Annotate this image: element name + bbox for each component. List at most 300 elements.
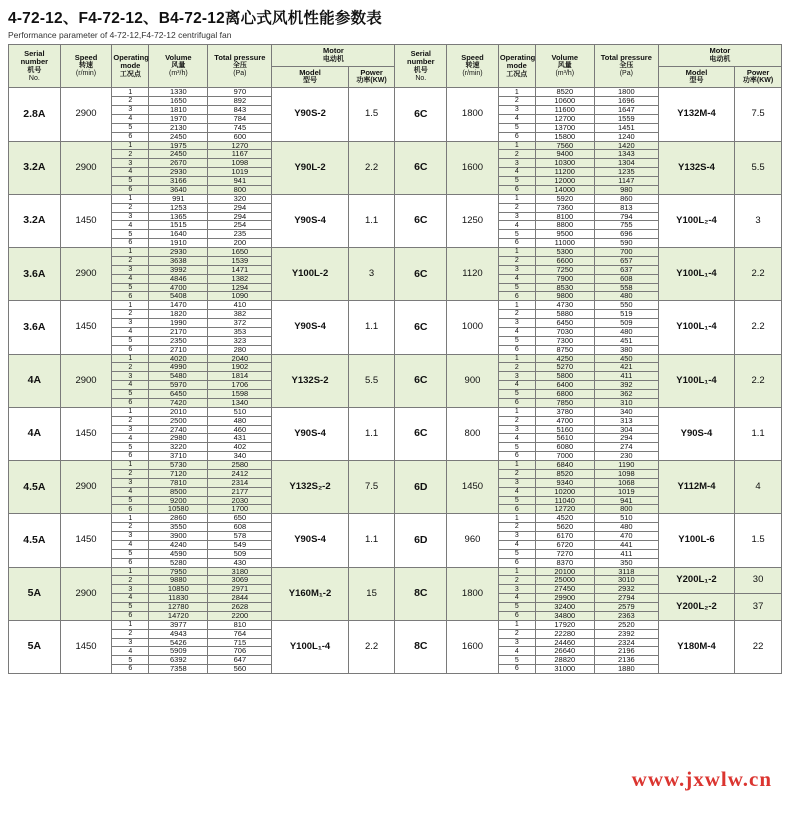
cell-mode-right: 2	[498, 523, 535, 532]
cell-volume-left: 14720	[149, 611, 208, 620]
cell-motor-model-left: Y90S-4	[272, 407, 348, 460]
cell-volume-right: 4700	[535, 416, 594, 425]
cell-motor-power-left: 3	[348, 248, 395, 301]
cell-mode-left: 1	[112, 301, 149, 310]
cell-mode-right: 6	[498, 132, 535, 141]
th-volume-left: Volume 风量 (m³/h)	[149, 45, 208, 88]
cell-volume-left: 2130	[149, 123, 208, 132]
cell-speed-right: 900	[447, 354, 499, 407]
cell-mode-right: 2	[498, 416, 535, 425]
cell-serial-left: 5A	[9, 567, 61, 620]
cell-pressure-right: 1068	[594, 478, 658, 487]
cell-serial-left: 4A	[9, 407, 61, 460]
cell-volume-right: 5880	[535, 310, 594, 319]
cell-mode-left: 6	[112, 345, 149, 354]
cell-serial-left: 3.6A	[9, 301, 61, 354]
th-speed-right: Speed 转速 (r/min)	[447, 45, 499, 88]
cell-pressure-left: 460	[208, 425, 272, 434]
cell-motor-model-left: Y90S-4	[272, 514, 348, 567]
cell-mode-right: 6	[498, 665, 535, 674]
cell-mode-right: 4	[498, 274, 535, 283]
cell-mode-right: 3	[498, 106, 535, 115]
cell-mode-right: 2	[498, 310, 535, 319]
cell-volume-left: 7358	[149, 665, 208, 674]
cell-mode-right: 2	[498, 576, 535, 585]
cell-mode-right: 4	[498, 114, 535, 123]
cell-mode-right: 1	[498, 301, 535, 310]
cell-mode-right: 6	[498, 505, 535, 514]
cell-mode-right: 1	[498, 141, 535, 150]
cell-serial-right: 8C	[395, 620, 447, 673]
cell-volume-right: 11040	[535, 496, 594, 505]
cell-pressure-left: 745	[208, 123, 272, 132]
cell-volume-left: 1470	[149, 301, 208, 310]
cell-volume-right: 5300	[535, 248, 594, 257]
cell-mode-right: 3	[498, 425, 535, 434]
cell-volume-left: 4846	[149, 274, 208, 283]
cell-pressure-right: 813	[594, 203, 658, 212]
cell-mode-left: 3	[112, 585, 149, 594]
cell-pressure-right: 860	[594, 194, 658, 203]
cell-motor-model-left: Y100L₁-4	[272, 620, 348, 673]
cell-volume-right: 11000	[535, 239, 594, 248]
cell-mode-left: 3	[112, 212, 149, 221]
cell-volume-left: 2930	[149, 168, 208, 177]
cell-mode-right: 3	[498, 319, 535, 328]
cell-mode-left: 5	[112, 656, 149, 665]
page-subtitle: Performance parameter of 4-72-12,F4-72-12 centrifugal fan	[8, 30, 232, 40]
cell-volume-right: 6600	[535, 256, 594, 265]
cell-mode-right: 3	[498, 159, 535, 168]
cell-volume-left: 7120	[149, 469, 208, 478]
cell-pressure-left: 2177	[208, 487, 272, 496]
cell-pressure-left: 2412	[208, 469, 272, 478]
cell-speed-right: 1600	[447, 620, 499, 673]
cell-pressure-right: 2932	[594, 585, 658, 594]
cell-motor-power-right: 22	[735, 620, 782, 673]
cell-pressure-left: 294	[208, 203, 272, 212]
table-row	[9, 514, 782, 523]
cell-mode-right: 2	[498, 363, 535, 372]
cell-speed-right: 1000	[447, 301, 499, 354]
cell-pressure-right: 519	[594, 310, 658, 319]
cell-pressure-left: 200	[208, 239, 272, 248]
cell-volume-left: 5426	[149, 638, 208, 647]
cell-volume-left: 1990	[149, 319, 208, 328]
cell-mode-left: 4	[112, 647, 149, 656]
cell-pressure-right: 310	[594, 398, 658, 407]
cell-volume-left: 1810	[149, 106, 208, 115]
cell-volume-left: 2450	[149, 150, 208, 159]
cell-pressure-left: 430	[208, 558, 272, 567]
cell-volume-right: 4250	[535, 354, 594, 363]
cell-mode-right: 3	[498, 585, 535, 594]
cell-pressure-right: 2520	[594, 620, 658, 629]
cell-pressure-left: 1098	[208, 159, 272, 168]
cell-volume-right: 7030	[535, 327, 594, 336]
cell-volume-left: 3640	[149, 185, 208, 194]
cell-mode-left: 5	[112, 123, 149, 132]
cell-mode-right: 6	[498, 398, 535, 407]
cell-pressure-left: 509	[208, 549, 272, 558]
cell-mode-right: 5	[498, 123, 535, 132]
table-row	[9, 141, 782, 150]
cell-volume-right: 8100	[535, 212, 594, 221]
cell-pressure-left: 764	[208, 629, 272, 638]
cell-serial-left: 3.2A	[9, 141, 61, 194]
cell-volume-right: 5160	[535, 425, 594, 434]
cell-volume-right: 8520	[535, 88, 594, 97]
cell-mode-left: 6	[112, 558, 149, 567]
cell-speed-right: 1600	[447, 141, 499, 194]
table-row	[9, 461, 782, 470]
th-volume-right: Volume 风量 (m³/h)	[535, 45, 594, 88]
cell-volume-left: 4590	[149, 549, 208, 558]
cell-mode-left: 1	[112, 194, 149, 203]
cell-volume-left: 4990	[149, 363, 208, 372]
cell-pressure-right: 2363	[594, 611, 658, 620]
cell-mode-left: 3	[112, 159, 149, 168]
cell-pressure-right: 1098	[594, 469, 658, 478]
cell-pressure-right: 1235	[594, 168, 658, 177]
cell-pressure-right: 2196	[594, 647, 658, 656]
cell-pressure-left: 970	[208, 88, 272, 97]
cell-volume-left: 4020	[149, 354, 208, 363]
cell-pressure-right: 558	[594, 283, 658, 292]
cell-pressure-left: 549	[208, 540, 272, 549]
cell-volume-right: 13700	[535, 123, 594, 132]
cell-motor-model-right: Y100L-6	[658, 514, 734, 567]
cell-volume-left: 5909	[149, 647, 208, 656]
cell-volume-right: 32400	[535, 603, 594, 612]
cell-motor-power-right: 7.5	[735, 88, 782, 141]
cell-volume-right: 4520	[535, 514, 594, 523]
cell-mode-left: 2	[112, 150, 149, 159]
cell-motor-power-left: 5.5	[348, 354, 395, 407]
cell-motor-power-right: 1.5	[735, 514, 782, 567]
cell-volume-left: 1253	[149, 203, 208, 212]
th-motor-left: Motor 电动机	[272, 45, 395, 67]
cell-pressure-right: 230	[594, 452, 658, 461]
cell-speed-left: 1450	[60, 301, 112, 354]
cell-pressure-right: 451	[594, 336, 658, 345]
cell-volume-left: 1820	[149, 310, 208, 319]
cell-motor-model-right: Y90S-4	[658, 407, 734, 460]
cell-mode-left: 3	[112, 478, 149, 487]
table-row	[9, 194, 782, 203]
cell-speed-left: 1450	[60, 194, 112, 247]
cell-volume-right: 6720	[535, 540, 594, 549]
cell-motor-power-left: 1.5	[348, 88, 395, 141]
cell-volume-left: 12780	[149, 603, 208, 612]
cell-mode-right: 4	[498, 381, 535, 390]
cell-pressure-right: 2136	[594, 656, 658, 665]
cell-mode-right: 1	[498, 461, 535, 470]
cell-volume-left: 2500	[149, 416, 208, 425]
cell-volume-right: 26640	[535, 647, 594, 656]
cell-mode-left: 6	[112, 292, 149, 301]
cell-mode-right: 5	[498, 390, 535, 399]
cell-motor-power-right: 37	[735, 594, 782, 621]
cell-volume-right: 7300	[535, 336, 594, 345]
cell-motor-power-left: 1.1	[348, 301, 395, 354]
cell-pressure-right: 2579	[594, 603, 658, 612]
cell-pressure-right: 2794	[594, 594, 658, 603]
cell-mode-right: 4	[498, 221, 535, 230]
th-motor-power-left: Power 功率(KW)	[348, 66, 395, 88]
cell-pressure-left: 410	[208, 301, 272, 310]
cell-speed-left: 2900	[60, 567, 112, 620]
cell-volume-left: 6392	[149, 656, 208, 665]
cell-pressure-right: 480	[594, 523, 658, 532]
cell-volume-right: 10200	[535, 487, 594, 496]
cell-volume-left: 4700	[149, 283, 208, 292]
cell-volume-left: 1650	[149, 97, 208, 106]
cell-motor-power-left: 1.1	[348, 514, 395, 567]
cell-pressure-left: 320	[208, 194, 272, 203]
cell-mode-right: 4	[498, 647, 535, 656]
cell-motor-power-right: 3	[735, 194, 782, 247]
th-mode-left: Operating mode 工况点	[112, 45, 149, 88]
cell-mode-left: 2	[112, 629, 149, 638]
cell-volume-right: 5620	[535, 523, 594, 532]
cell-pressure-right: 313	[594, 416, 658, 425]
cell-mode-left: 1	[112, 354, 149, 363]
cell-pressure-left: 600	[208, 132, 272, 141]
cell-pressure-left: 510	[208, 407, 272, 416]
cell-speed-left: 1450	[60, 407, 112, 460]
cell-mode-left: 4	[112, 114, 149, 123]
cell-motor-power-left: 2.2	[348, 620, 395, 673]
cell-volume-right: 29900	[535, 594, 594, 603]
cell-serial-right: 6C	[395, 407, 447, 460]
cell-volume-right: 11200	[535, 168, 594, 177]
cell-volume-left: 3638	[149, 256, 208, 265]
cell-pressure-left: 1902	[208, 363, 272, 372]
cell-pressure-left: 650	[208, 514, 272, 523]
cell-volume-left: 5970	[149, 381, 208, 390]
fan-performance-table	[8, 44, 782, 674]
cell-pressure-left: 1294	[208, 283, 272, 292]
cell-pressure-left: 1167	[208, 150, 272, 159]
watermark: www.jxwlw.cn	[631, 767, 772, 791]
cell-serial-right: 6C	[395, 194, 447, 247]
cell-volume-left: 3992	[149, 265, 208, 274]
cell-pressure-left: 431	[208, 434, 272, 443]
cell-volume-left: 6450	[149, 390, 208, 399]
cell-volume-left: 11830	[149, 594, 208, 603]
cell-mode-left: 5	[112, 496, 149, 505]
cell-pressure-right: 1696	[594, 97, 658, 106]
cell-pressure-right: 362	[594, 390, 658, 399]
cell-pressure-left: 2030	[208, 496, 272, 505]
cell-serial-right: 6C	[395, 301, 447, 354]
cell-mode-right: 1	[498, 407, 535, 416]
cell-pressure-right: 480	[594, 292, 658, 301]
table-row	[9, 407, 782, 416]
cell-motor-model-right: Y112M-4	[658, 461, 734, 514]
cell-volume-right: 28820	[535, 656, 594, 665]
cell-pressure-right: 590	[594, 239, 658, 248]
cell-speed-left: 2900	[60, 461, 112, 514]
cell-pressure-left: 715	[208, 638, 272, 647]
cell-volume-right: 7000	[535, 452, 594, 461]
cell-volume-left: 2710	[149, 345, 208, 354]
cell-mode-left: 2	[112, 416, 149, 425]
cell-mode-left: 2	[112, 469, 149, 478]
cell-volume-right: 7850	[535, 398, 594, 407]
cell-motor-power-left: 1.1	[348, 194, 395, 247]
cell-pressure-right: 550	[594, 301, 658, 310]
cell-mode-left: 5	[112, 283, 149, 292]
cell-volume-left: 7950	[149, 567, 208, 576]
cell-pressure-left: 560	[208, 665, 272, 674]
cell-pressure-right: 1190	[594, 461, 658, 470]
cell-volume-left: 5280	[149, 558, 208, 567]
cell-pressure-left: 1539	[208, 256, 272, 265]
cell-motor-model-right: Y200L₂-2	[658, 594, 734, 621]
cell-mode-left: 2	[112, 523, 149, 532]
cell-volume-left: 3900	[149, 532, 208, 541]
cell-volume-left: 2980	[149, 434, 208, 443]
th-motor-model-left: Model 型号	[272, 66, 348, 88]
cell-mode-left: 5	[112, 390, 149, 399]
table-row	[9, 88, 782, 97]
cell-mode-right: 2	[498, 629, 535, 638]
cell-pressure-right: 1147	[594, 177, 658, 186]
cell-volume-left: 8500	[149, 487, 208, 496]
cell-volume-right: 20100	[535, 567, 594, 576]
cell-volume-right: 10300	[535, 159, 594, 168]
cell-motor-model-left: Y132S-2	[272, 354, 348, 407]
cell-volume-right: 8750	[535, 345, 594, 354]
cell-pressure-left: 1471	[208, 265, 272, 274]
cell-pressure-right: 421	[594, 363, 658, 372]
cell-serial-right: 6D	[395, 461, 447, 514]
cell-volume-right: 4730	[535, 301, 594, 310]
cell-volume-left: 2350	[149, 336, 208, 345]
cell-volume-left: 1910	[149, 239, 208, 248]
cell-pressure-right: 1647	[594, 106, 658, 115]
cell-motor-model-right: Y100L₁-4	[658, 354, 734, 407]
cell-pressure-right: 3010	[594, 576, 658, 585]
cell-mode-right: 5	[498, 177, 535, 186]
cell-motor-model-right: Y100L₁-4	[658, 248, 734, 301]
cell-pressure-left: 810	[208, 620, 272, 629]
cell-pressure-left: 372	[208, 319, 272, 328]
cell-pressure-left: 1814	[208, 372, 272, 381]
cell-mode-left: 5	[112, 603, 149, 612]
cell-serial-left: 4.5A	[9, 514, 61, 567]
cell-pressure-right: 380	[594, 345, 658, 354]
table-row	[9, 567, 782, 576]
cell-mode-left: 5	[112, 549, 149, 558]
cell-pressure-right: 441	[594, 540, 658, 549]
cell-motor-model-right: Y100L₂-4	[658, 194, 734, 247]
cell-mode-right: 2	[498, 97, 535, 106]
cell-volume-left: 1970	[149, 114, 208, 123]
cell-pressure-right: 1559	[594, 114, 658, 123]
cell-mode-right: 1	[498, 194, 535, 203]
cell-serial-right: 6C	[395, 248, 447, 301]
cell-pressure-left: 2200	[208, 611, 272, 620]
cell-mode-right: 1	[498, 567, 535, 576]
cell-pressure-left: 800	[208, 185, 272, 194]
cell-motor-power-left: 7.5	[348, 461, 395, 514]
cell-mode-right: 6	[498, 292, 535, 301]
cell-volume-right: 15800	[535, 132, 594, 141]
cell-mode-left: 3	[112, 425, 149, 434]
cell-speed-right: 1800	[447, 88, 499, 141]
cell-mode-left: 1	[112, 567, 149, 576]
cell-mode-right: 5	[498, 549, 535, 558]
cell-pressure-left: 1706	[208, 381, 272, 390]
cell-pressure-right: 1880	[594, 665, 658, 674]
cell-mode-right: 5	[498, 603, 535, 612]
cell-mode-right: 2	[498, 203, 535, 212]
cell-volume-left: 9200	[149, 496, 208, 505]
cell-motor-model-left: Y90L-2	[272, 141, 348, 194]
cell-mode-left: 6	[112, 185, 149, 194]
cell-mode-left: 5	[112, 336, 149, 345]
cell-volume-left: 3166	[149, 177, 208, 186]
cell-motor-power-right: 4	[735, 461, 782, 514]
cell-mode-right: 1	[498, 248, 535, 257]
cell-pressure-left: 340	[208, 452, 272, 461]
cell-pressure-right: 1451	[594, 123, 658, 132]
cell-pressure-left: 1270	[208, 141, 272, 150]
page-title: 4-72-12、F4-72-12、B4-72-12离心式风机性能参数表	[8, 10, 382, 27]
cell-volume-right: 6840	[535, 461, 594, 470]
cell-volume-left: 3710	[149, 452, 208, 461]
cell-motor-model-right: Y180M-4	[658, 620, 734, 673]
cell-volume-right: 3780	[535, 407, 594, 416]
cell-mode-left: 5	[112, 177, 149, 186]
cell-pressure-left: 1340	[208, 398, 272, 407]
cell-volume-left: 1365	[149, 212, 208, 221]
cell-motor-model-right: Y100L₁-4	[658, 301, 734, 354]
cell-pressure-left: 294	[208, 212, 272, 221]
cell-mode-right: 1	[498, 88, 535, 97]
cell-pressure-left: 706	[208, 647, 272, 656]
cell-volume-left: 2170	[149, 327, 208, 336]
cell-serial-left: 2.8A	[9, 88, 61, 141]
cell-volume-right: 25000	[535, 576, 594, 585]
cell-pressure-right: 470	[594, 532, 658, 541]
cell-volume-right: 17920	[535, 620, 594, 629]
cell-pressure-right: 392	[594, 381, 658, 390]
cell-volume-right: 9400	[535, 150, 594, 159]
cell-pressure-right: 657	[594, 256, 658, 265]
cell-volume-right: 7900	[535, 274, 594, 283]
cell-mode-left: 1	[112, 514, 149, 523]
cell-pressure-left: 235	[208, 230, 272, 239]
cell-mode-left: 6	[112, 505, 149, 514]
cell-volume-right: 24460	[535, 638, 594, 647]
cell-mode-left: 2	[112, 256, 149, 265]
cell-mode-left: 4	[112, 487, 149, 496]
cell-speed-left: 2900	[60, 354, 112, 407]
cell-volume-left: 5408	[149, 292, 208, 301]
cell-speed-left: 1450	[60, 620, 112, 673]
cell-serial-right: 6D	[395, 514, 447, 567]
cell-mode-left: 6	[112, 132, 149, 141]
cell-pressure-left: 941	[208, 177, 272, 186]
cell-mode-right: 6	[498, 452, 535, 461]
cell-mode-right: 1	[498, 514, 535, 523]
cell-volume-right: 5610	[535, 434, 594, 443]
cell-mode-right: 6	[498, 611, 535, 620]
